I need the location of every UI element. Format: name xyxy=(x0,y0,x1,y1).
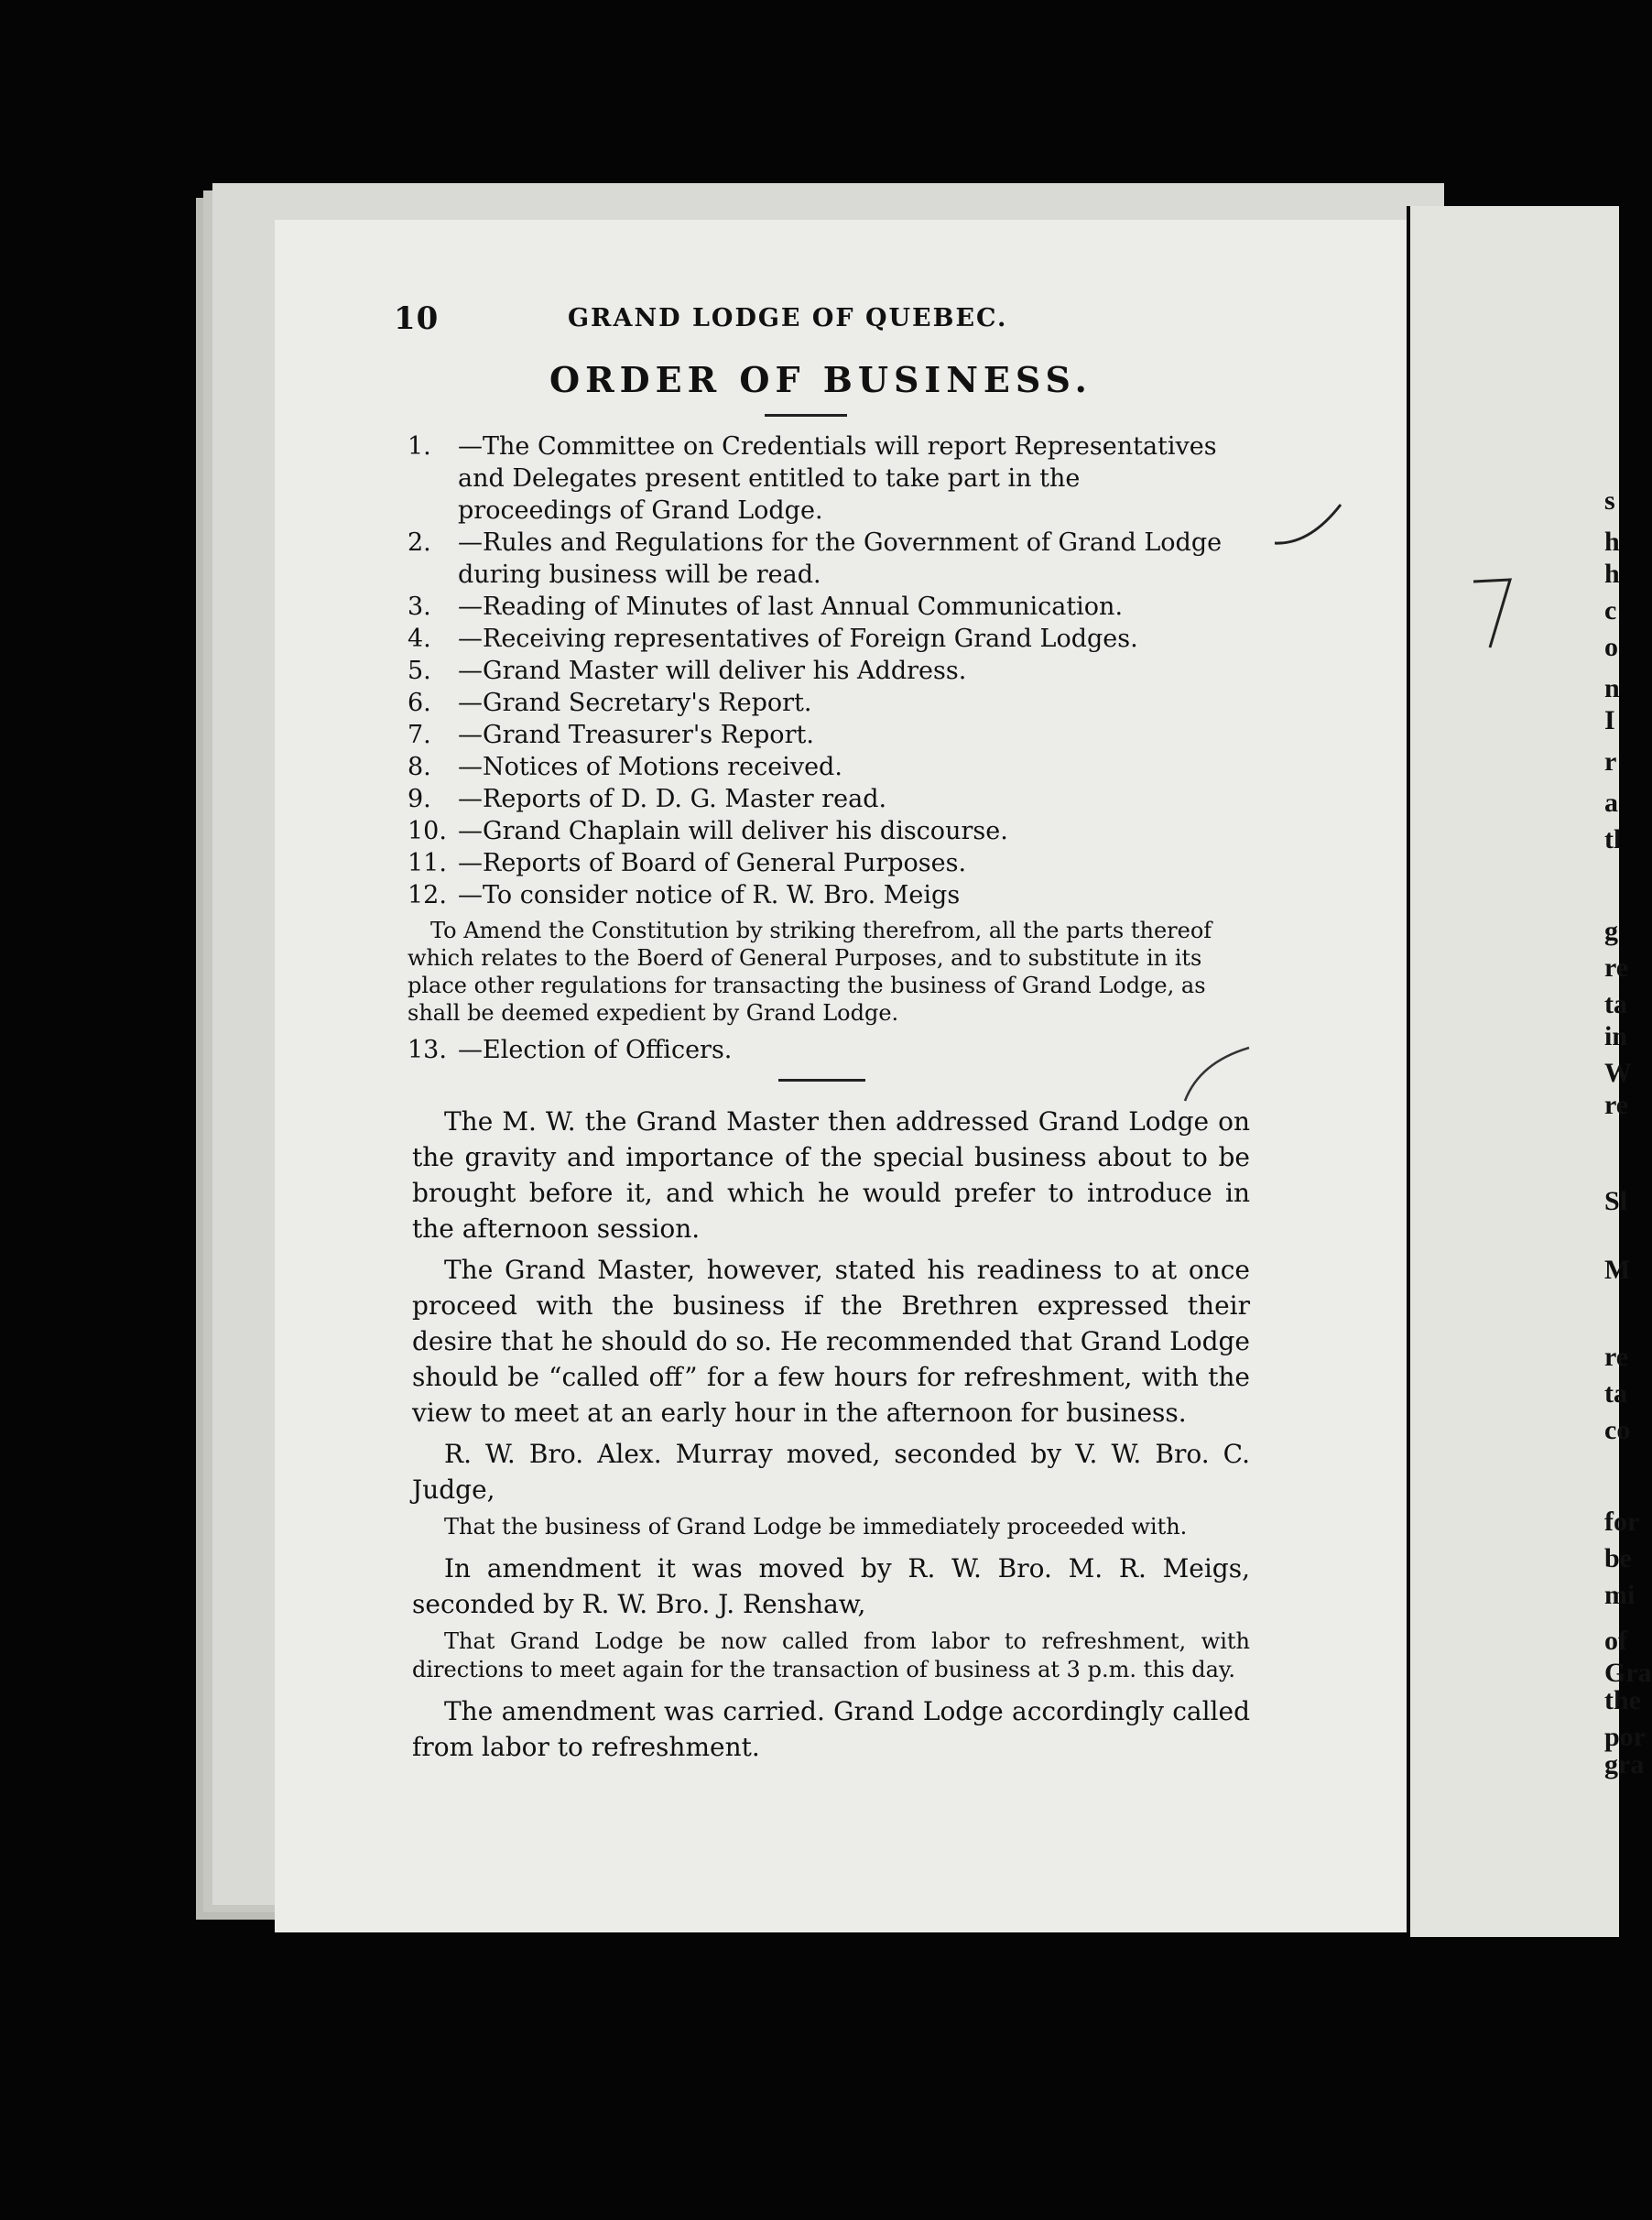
facing-page-fragment: a xyxy=(1604,788,1618,818)
facing-page-fragment: ta xyxy=(1604,1378,1627,1409)
paragraph: In amendment it was moved by R. W. Bro. M. R. Meigs, seconded by R. W. Bro. J. Renshaw, xyxy=(412,1553,1250,1619)
agenda-item-number: 6. xyxy=(408,689,431,717)
agenda-item xyxy=(408,815,1232,847)
page-header xyxy=(394,300,1053,341)
agenda-item-text: —The Committee on Credentials will report Representatives and Delegates present entitled to take part in the proceedings of Grand Lodge. xyxy=(458,432,1217,525)
agenda-item xyxy=(408,623,1232,655)
facing-page-fragment: r xyxy=(1604,746,1617,777)
facing-page-fragment: mi xyxy=(1604,1580,1636,1610)
paragraph: R. W. Bro. Alex. Murray moved, seconded by V. W. Bro. C. Judge, xyxy=(412,1439,1250,1505)
facing-page-fragment: M xyxy=(1604,1255,1631,1285)
agenda-item-text: —Reports of Board of General Purposes. xyxy=(458,849,967,877)
agenda-item xyxy=(408,1034,1232,1066)
agenda-item-number: 3. xyxy=(408,593,431,621)
agenda-item-number: 13. xyxy=(408,1036,447,1064)
agenda-item-number: 10. xyxy=(408,817,447,845)
facing-page-fragment: c xyxy=(1604,595,1617,626)
agenda-item-text: —Reports of D. D. G. Master read. xyxy=(458,785,887,813)
facing-page-fragment: h xyxy=(1604,527,1620,557)
facing-page-fragment: co xyxy=(1604,1415,1631,1445)
section-rule xyxy=(778,1079,865,1082)
agenda-item xyxy=(408,655,1232,687)
facing-page-fragment: the xyxy=(1604,1685,1641,1715)
facing-page-fragment: Gra xyxy=(1604,1658,1652,1688)
agenda-item-number: 12. xyxy=(408,881,447,909)
agenda-item-number: 5. xyxy=(408,657,431,685)
running-head: GRAND LODGE OF QUEBEC. xyxy=(568,304,1008,332)
facing-page-fragment: of xyxy=(1604,1626,1627,1656)
agenda-note: To Amend the Constitution by striking therefrom, all the parts thereof which relates to the Boerd of General Purposes, and to substitute in its place other regulations for transacting the business of Grand Lodge, as shall be deemed expedient by Grand Lodge. xyxy=(408,918,1212,1026)
facing-page-fragment: re xyxy=(1604,952,1629,983)
facing-page-fragment: por xyxy=(1604,1722,1646,1752)
agenda-item xyxy=(408,783,1232,815)
facing-page-fragment: ta xyxy=(1604,989,1627,1019)
agenda-item-text: —Grand Secretary's Report. xyxy=(458,689,812,717)
agenda-item-text: —Election of Officers. xyxy=(458,1036,733,1064)
minutes-body xyxy=(412,1104,1250,1770)
agenda-item xyxy=(408,879,1232,911)
resolution: That Grand Lodge be now called from labor to refreshment, with directions to meet again for the transaction of business at 3 p.m. this day. xyxy=(412,1628,1250,1682)
agenda-item-text: —Grand Treasurer's Report. xyxy=(458,721,814,749)
agenda-item xyxy=(408,591,1232,623)
facing-page-fragment: Sl xyxy=(1604,1186,1628,1216)
facing-page-fragment: W xyxy=(1604,1058,1632,1088)
pencil-checkmark xyxy=(1273,499,1346,554)
agenda-list xyxy=(408,430,1232,1066)
agenda-item-text: —Notices of Motions received. xyxy=(458,753,842,781)
paragraph: The Grand Master, however, stated his readiness to at once proceed with the business if the Brethren expressed their desire that he should do so. He recommended that Grand Lodge should be “called off” for a few hours for refreshment, with the view to meet at an early hour in the afternoon for business. xyxy=(412,1255,1250,1428)
pencil-mark xyxy=(1470,572,1516,655)
facing-page-fragment: n xyxy=(1604,673,1620,703)
facing-page-fragment: for xyxy=(1604,1507,1640,1537)
agenda-item-text: —Grand Chaplain will deliver his discourse. xyxy=(458,817,1008,845)
agenda-item-number: 8. xyxy=(408,753,431,781)
agenda-item-text: —Grand Master will deliver his Address. xyxy=(458,657,967,685)
agenda-item-text: —Rules and Regulations for the Government of Grand Lodge during business will be read. xyxy=(458,528,1223,589)
facing-page-fragment: h xyxy=(1604,559,1620,589)
section-title: ORDER OF BUSINESS. xyxy=(549,359,1092,400)
agenda-item-text: —Receiving representatives of Foreign Grand Lodges. xyxy=(458,625,1138,653)
agenda-item-number: 1. xyxy=(408,432,431,461)
facing-page-fragment: re xyxy=(1604,1090,1629,1120)
agenda-item-number: 2. xyxy=(408,528,431,557)
agenda-item xyxy=(408,751,1232,783)
agenda-item xyxy=(408,430,1232,527)
facing-page-fragment: I xyxy=(1604,705,1615,735)
resolution: That the business of Grand Lodge be immediately proceeded with. xyxy=(444,1514,1188,1540)
paragraph: The M. W. the Grand Master then addressed Grand Lodge on the gravity and importance of the special business about to be brought before it, and which he would prefer to introduce in the afternoon session. xyxy=(412,1106,1250,1244)
facing-page-fragment: o xyxy=(1604,632,1618,662)
agenda-item-number: 11. xyxy=(408,849,447,877)
agenda-item xyxy=(408,847,1232,879)
agenda-item-number: 7. xyxy=(408,721,431,749)
facing-page-fragment: tl xyxy=(1604,824,1622,854)
facing-page-fragment: in xyxy=(1604,1021,1628,1051)
agenda-item xyxy=(408,527,1232,591)
agenda-item xyxy=(408,719,1232,751)
agenda-item xyxy=(408,687,1232,719)
facing-page-fragment: g xyxy=(1604,916,1618,946)
agenda-item-number: 4. xyxy=(408,625,431,653)
agenda-item-number: 9. xyxy=(408,785,431,813)
paragraph: The amendment was carried. Grand Lodge accordingly called from labor to refreshment. xyxy=(412,1696,1250,1762)
agenda-item-text: —To consider notice of R. W. Bro. Meigs xyxy=(458,881,961,909)
agenda-item-text: —Reading of Minutes of last Annual Communication. xyxy=(458,593,1124,621)
facing-page-fragment: be xyxy=(1604,1543,1632,1573)
facing-page-fragment: gra xyxy=(1604,1749,1645,1779)
facing-page-fragment: s xyxy=(1604,485,1615,516)
pencil-checkmark xyxy=(1181,1044,1255,1108)
title-rule xyxy=(765,414,847,417)
page-number: 10 xyxy=(394,300,440,337)
facing-page-fragment: re xyxy=(1604,1342,1629,1372)
